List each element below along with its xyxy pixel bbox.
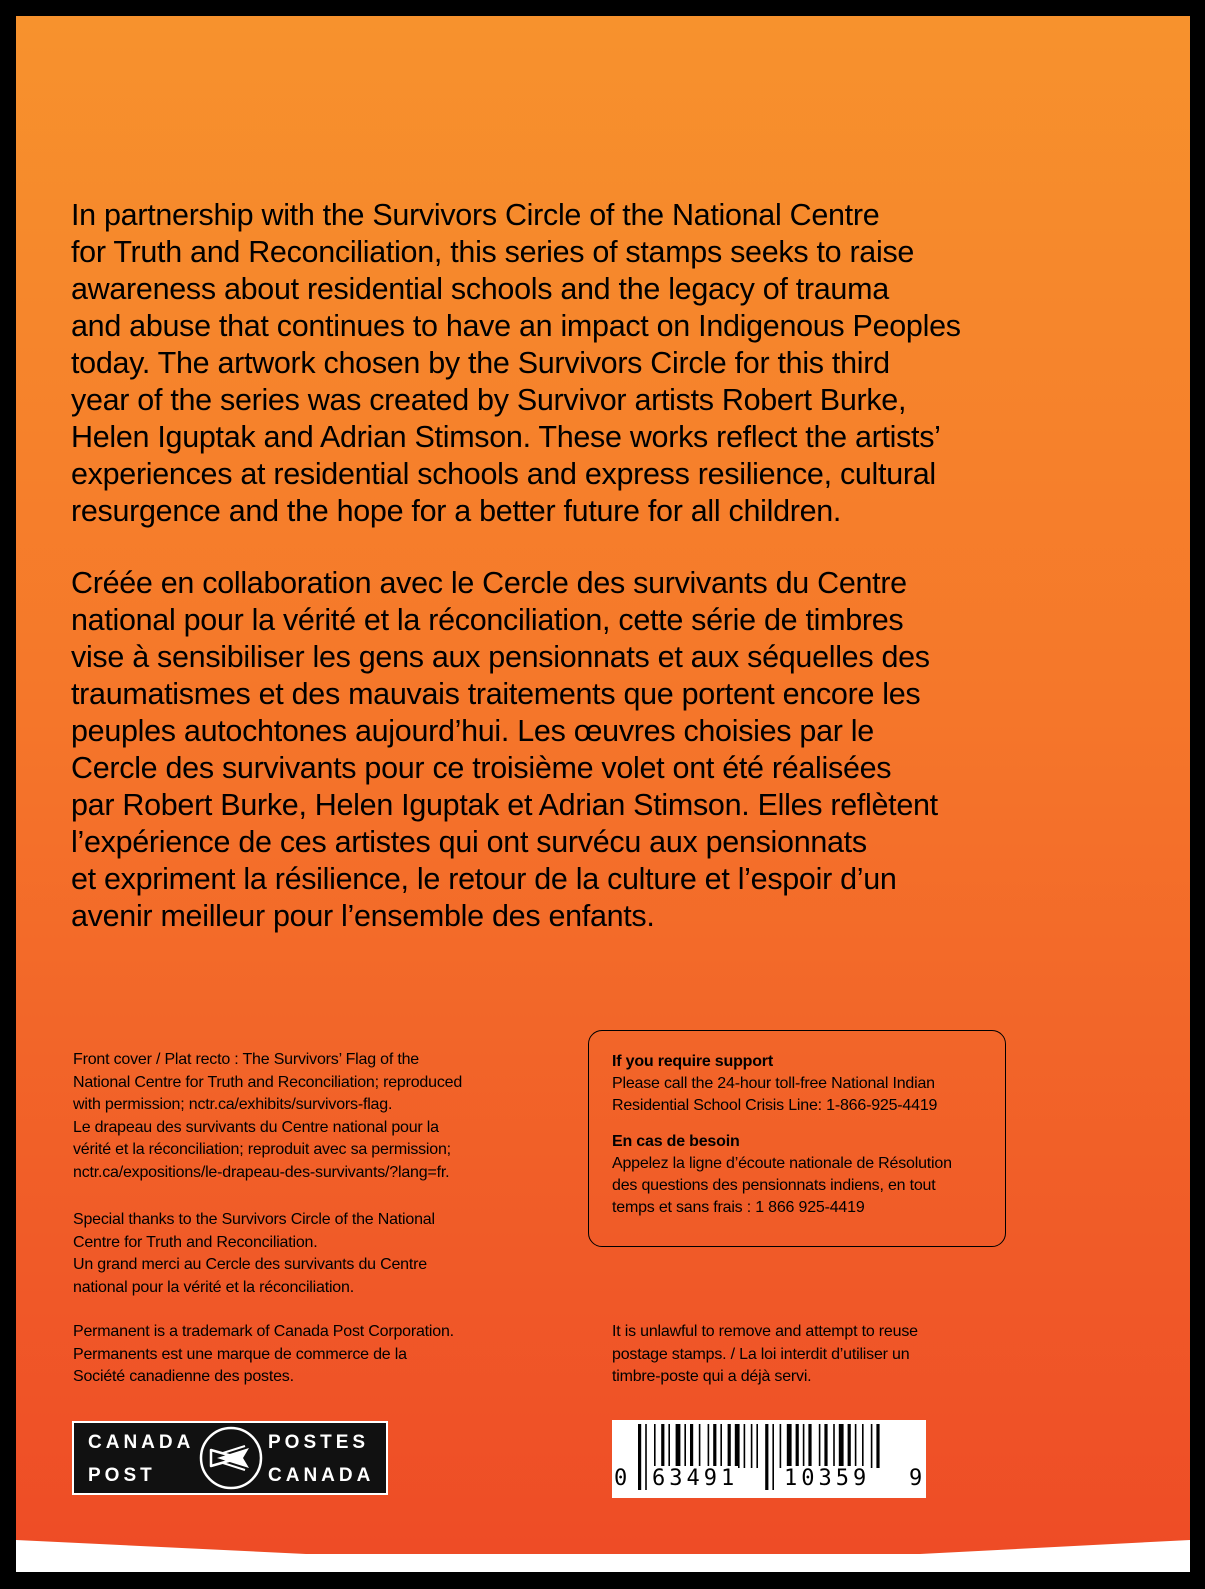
bottom-edge-right [920,1540,1190,1554]
barcode-bar [676,1424,681,1468]
barcode-bar [720,1424,722,1468]
barcode-bar [744,1424,746,1468]
support-box [588,1030,1006,1247]
barcode-bar [780,1424,782,1468]
barcode-bar [855,1424,857,1468]
barcode-bar [684,1424,686,1468]
trademark-notice: Permanent is a trademark of Canada Post Corporation. Permanents est une marque de commerce de la Société canadienne des postes. [73,1323,454,1385]
support-heading-en: If you require support [612,1053,773,1070]
logo-post: POST [88,1465,156,1486]
support-text-en: Please call the 24-hour toll-free National Indian Residential School Crisis Line: 1-866-925-4419 [612,1075,938,1114]
barcode-bar [751,1424,753,1468]
barcode-bar [728,1424,731,1468]
canada-post-emblem-icon [199,1426,263,1490]
special-thanks: Special thanks to the Survivors Circle of the National Centre for Truth and Reconciliation. Un grand merci au Cercle des survivants du Centre national pour la vérité et la réconciliation. [73,1211,435,1296]
barcode-bar [839,1424,844,1468]
barcode-left-digits: 63491 [652,1466,739,1491]
canada-post-logo [72,1421,388,1495]
barcode-bar [690,1424,693,1468]
barcode-bar [819,1424,821,1468]
barcode-bar [833,1424,835,1468]
support-text-fr: Appelez la ligne d’écoute nationale de Résolution des questions des pensionnats indiens, en tout temps et sans frais : 1 866 925-4419 [612,1155,952,1216]
barcode-bar [708,1424,710,1468]
barcode-bar [699,1424,701,1468]
barcode-bar [661,1424,664,1468]
barcode-bar [808,1424,811,1468]
cover-credits: Front cover / Plat recto : The Survivors’ Flag of the National Centre for Truth and Reconciliation; reproduced with permission; nctr.ca/exhibits/survivors-flag. Le drapeau des survivants du Centre national pour la vérité et la réconciliation; reproduit avec sa permission; nctr.ca/expositions/le-drapeau-des-survivants/?lang=fr. [73,1051,463,1181]
barcode-bar [713,1424,716,1468]
booklet-back-cover [16,16,1190,1572]
bottom-edge-strip [16,1554,1190,1572]
barcode-digits [612,1466,926,1496]
barcode-bar [654,1424,656,1468]
barcode-bar [876,1424,879,1468]
barcode-lead-digit: 0 [614,1466,628,1491]
barcode-bar [735,1424,740,1468]
upc-barcode [612,1420,926,1498]
logo-postes: POSTES [268,1432,370,1453]
logo-canada-en: CANADA [88,1432,195,1453]
barcode-bar [862,1424,864,1468]
barcode-check-digit: 9 [909,1466,923,1491]
barcode-bar [756,1424,758,1468]
english-description: In partnership with the Survivors Circle of the National Centre for Truth and Reconciliation, this series of stamps seeks to raise awareness about residential schools and the legacy of trauma and abuse that continues to have an impact on Indigenous Peoples today. The artwork chosen by the Survivors Circle for this third year of the series was created by Survivor artists Robert Burke, Helen Iguptak and Adrian Stimson. These works reflect the artists’ experiences at residential schools and express resilience, cultural resurgence and the hope for a better future for all children. [71,198,961,528]
barcode-bar [796,1424,799,1468]
logo-canada-fr: CANADA [268,1465,375,1486]
support-heading-fr: En cas de besoin [612,1133,740,1150]
barcode-bar [848,1424,851,1468]
barcode-bar [668,1424,670,1468]
barcode-bar [787,1424,792,1468]
french-description: Créée en collaboration avec le Cercle des survivants du Centre national pour la vérité et la réconciliation, cette série de timbres vise à sensibiliser les gens aux pensionnats et aux séquelles des traumatismes et des mauvais traitements que portent encore les peuples autochtones aujourd’hui. Les œuvres choisies par le Cercle des survivants pour ce troisième volet ont été réalisées par Robert Burke, Helen Iguptak et Adrian Stimson. Elles reflètent l’expérience de ces artistes qui ont survécu aux pensionnats et expriment la résilience, le retour de la culture et l’espoir d’un avenir meilleur pour l’ensemble des enfants. [71,566,938,933]
reuse-notice: It is unlawful to remove and attempt to reuse postage stamps. / La loi interdit d’utiliser un timbre-poste qui a déjà servi. [612,1323,918,1385]
barcode-bar [824,1424,827,1468]
barcode-bar [803,1424,805,1468]
barcode-right-digits: 10359 [784,1466,871,1491]
barcode-bar [871,1424,873,1468]
bottom-edge-left [16,1540,306,1554]
